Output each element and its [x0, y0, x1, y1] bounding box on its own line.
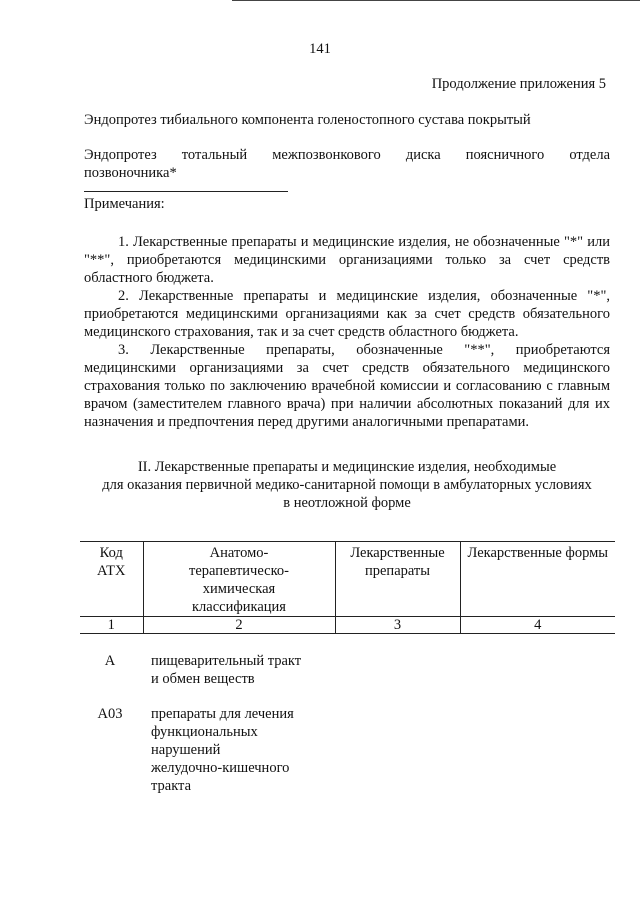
header-drugs: Лекарственные препараты — [335, 542, 460, 617]
section-title — [80, 458, 614, 512]
note-3: 3. Лекарственные препараты, обозначенные "**", приобретаются медицинскими организациями за счет средств обязательного медицинского страхования только по заключению врачебной комиссии и согласованию с главным врачом (заместителем главного врача) при наличии абсолютных показаний для их назначения и предпочтения перед другими аналогичными препаратами. — [84, 342, 610, 430]
header-atx-code: Код АТХ — [80, 542, 143, 617]
word: отдела — [569, 147, 611, 163]
page-number: 141 — [309, 41, 331, 57]
header-forms: Лекарственные формы — [460, 542, 615, 617]
column-number: 3 — [335, 617, 460, 634]
atx-table — [80, 541, 615, 634]
item-disc-line1 — [84, 146, 610, 164]
column-number: 4 — [460, 617, 615, 634]
word: диска — [405, 147, 441, 163]
row-code-a: А — [104, 653, 116, 669]
row-name-a: пищеварительный тракт и обмен веществ — [151, 653, 302, 687]
footnote-separator — [84, 191, 288, 192]
item-ankle-endoprosthesis: Эндопротез тибиального компонента голеностопного сустава покрытый — [84, 112, 531, 128]
word: Эндопротез — [84, 147, 157, 163]
row-code-a03: А03 — [97, 706, 123, 722]
continuation-label: Продолжение приложения 5 — [431, 76, 606, 92]
word: поясничного — [465, 147, 545, 163]
notes-title: Примечания: — [84, 196, 165, 212]
table-header-row — [80, 542, 615, 617]
notes-list — [84, 233, 610, 431]
header-classification: Анатомо- терапевтическо- химическая классификация — [143, 542, 335, 617]
top-scan-rule — [232, 0, 640, 1]
table-column-numbers — [80, 617, 615, 634]
section-title-line: для оказания первичной медико-санитарной помощи в амбулаторных условиях — [102, 477, 592, 493]
note-2: 2. Лекарственные препараты и медицинские изделия, обозначенные "*", приобретаются медицинскими организациями как за счет средств обязательного медицинского страхования, так и за счет средств областного бюджета. — [84, 288, 610, 340]
column-number: 1 — [80, 617, 143, 634]
word: тотальный — [181, 147, 248, 163]
note-1: 1. Лекарственные препараты и медицинские изделия, не обозначенные "*" или "**", приобретаются медицинскими организациями только за счет средств областного бюджета. — [84, 234, 610, 286]
word: межпозвонкового — [272, 147, 381, 163]
section-title-line: II. Лекарственные препараты и медицинские изделия, необходимые — [137, 459, 557, 475]
row-name-a03: препараты для лечения функциональных нарушений желудочно-кишечного тракта — [151, 706, 294, 794]
item-disc-line2: позвоночника* — [84, 165, 177, 181]
section-title-line: в неотложной форме — [283, 495, 411, 511]
column-number: 2 — [143, 617, 335, 634]
item-disc-endoprosthesis — [84, 146, 610, 182]
